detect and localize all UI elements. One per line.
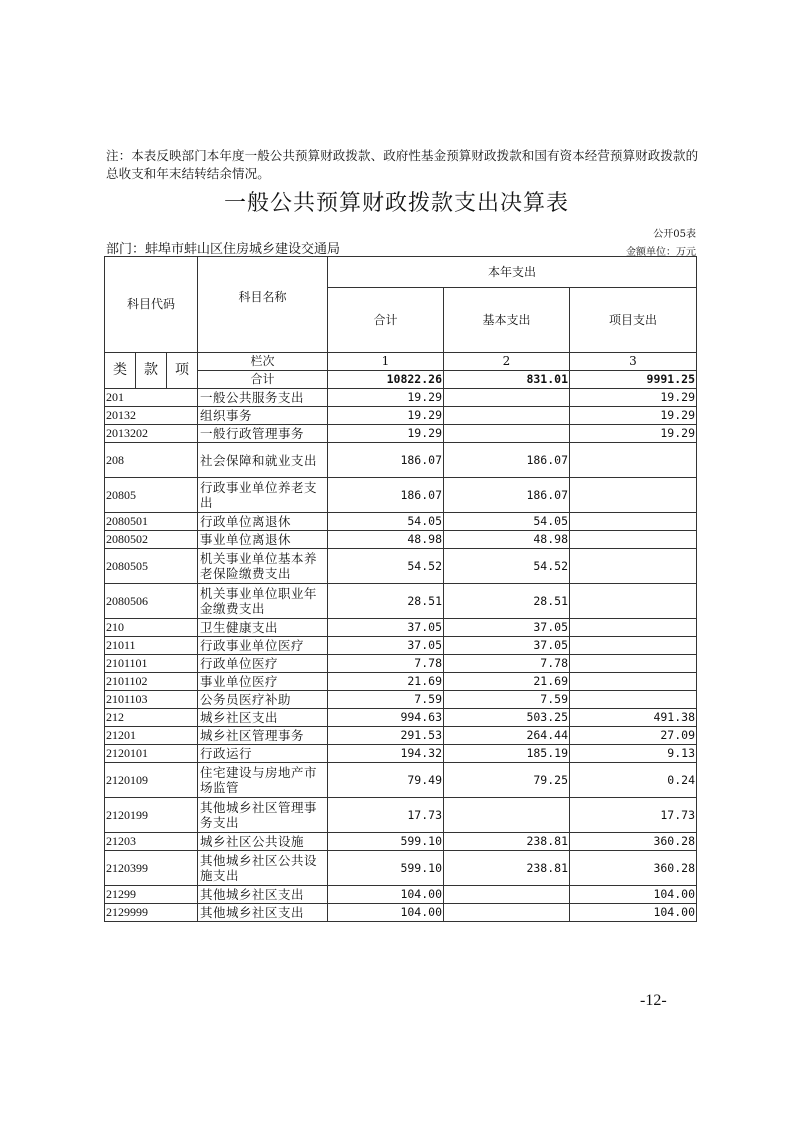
row-basic bbox=[444, 886, 570, 904]
header-total: 合计 bbox=[328, 288, 444, 353]
expenditure-table bbox=[104, 256, 697, 922]
header-lanci: 栏次 bbox=[198, 353, 328, 371]
row-name: 住宅建设与房地产市场监管 bbox=[198, 763, 328, 798]
table-row bbox=[105, 833, 697, 851]
row-code: 2080505 bbox=[105, 549, 198, 584]
row-total: 19.29 bbox=[328, 389, 444, 407]
row-name: 其他城乡社区管理事务支出 bbox=[198, 798, 328, 833]
row-project bbox=[570, 443, 697, 478]
header-xiang: 项 bbox=[167, 353, 198, 389]
row-project: 27.09 bbox=[570, 727, 697, 745]
row-project bbox=[570, 478, 697, 513]
row-code: 2120199 bbox=[105, 798, 198, 833]
row-basic: 48.98 bbox=[444, 531, 570, 549]
row-total: 186.07 bbox=[328, 443, 444, 478]
row-total: 19.29 bbox=[328, 407, 444, 425]
row-project: 19.29 bbox=[570, 407, 697, 425]
row-code: 2080502 bbox=[105, 531, 198, 549]
table-number: 公开05表 bbox=[653, 229, 696, 240]
row-name: 一般公共服务支出 bbox=[198, 389, 328, 407]
row-basic bbox=[444, 425, 570, 443]
header-row-1 bbox=[105, 257, 697, 288]
totals-project: 9991.25 bbox=[570, 371, 697, 389]
row-name: 社会保障和就业支出 bbox=[198, 443, 328, 478]
row-total: 54.52 bbox=[328, 549, 444, 584]
row-project: 360.28 bbox=[570, 851, 697, 886]
row-name: 一般行政管理事务 bbox=[198, 425, 328, 443]
table-row bbox=[105, 513, 697, 531]
table-row bbox=[105, 425, 697, 443]
row-code: 212 bbox=[105, 709, 198, 727]
row-project bbox=[570, 655, 697, 673]
row-total: 599.10 bbox=[328, 851, 444, 886]
header-code: 科目代码 bbox=[105, 257, 198, 353]
col-index-2: 2 bbox=[444, 353, 570, 371]
row-code: 2101103 bbox=[105, 691, 198, 709]
row-total: 28.51 bbox=[328, 584, 444, 619]
row-code: 208 bbox=[105, 443, 198, 478]
row-basic: 37.05 bbox=[444, 619, 570, 637]
row-total: 186.07 bbox=[328, 478, 444, 513]
row-total: 21.69 bbox=[328, 673, 444, 691]
row-name: 城乡社区管理事务 bbox=[198, 727, 328, 745]
row-code: 21011 bbox=[105, 637, 198, 655]
row-project bbox=[570, 549, 697, 584]
row-name: 事业单位离退休 bbox=[198, 531, 328, 549]
row-name: 机关事业单位职业年金缴费支出 bbox=[198, 584, 328, 619]
row-project bbox=[570, 637, 697, 655]
row-basic bbox=[444, 904, 570, 922]
table-row bbox=[105, 673, 697, 691]
table-row bbox=[105, 478, 697, 513]
row-total: 37.05 bbox=[328, 619, 444, 637]
table-note: 注：本表反映部门本年度一般公共预算财政拨款、政府性基金预算财政拨款和国有资本经营预算财政拨款的总收支和年末结转结余情况。 bbox=[106, 148, 699, 181]
row-basic: 28.51 bbox=[444, 584, 570, 619]
row-code: 2129999 bbox=[105, 904, 198, 922]
row-basic: 79.25 bbox=[444, 763, 570, 798]
row-name: 行政事业单位医疗 bbox=[198, 637, 328, 655]
row-total: 37.05 bbox=[328, 637, 444, 655]
row-total: 194.32 bbox=[328, 745, 444, 763]
row-code: 2013202 bbox=[105, 425, 198, 443]
row-total: 48.98 bbox=[328, 531, 444, 549]
row-basic: 186.07 bbox=[444, 443, 570, 478]
row-code: 21201 bbox=[105, 727, 198, 745]
row-name: 行政事业单位养老支出 bbox=[198, 478, 328, 513]
col-index-1: 1 bbox=[328, 353, 444, 371]
header-kuan: 款 bbox=[136, 353, 167, 389]
col-index-3: 3 bbox=[570, 353, 697, 371]
row-project: 9.13 bbox=[570, 745, 697, 763]
row-total: 104.00 bbox=[328, 904, 444, 922]
row-name: 其他城乡社区支出 bbox=[198, 904, 328, 922]
row-code: 201 bbox=[105, 389, 198, 407]
row-total: 599.10 bbox=[328, 833, 444, 851]
row-project: 17.73 bbox=[570, 798, 697, 833]
table-row bbox=[105, 655, 697, 673]
row-project bbox=[570, 513, 697, 531]
header-group: 本年支出 bbox=[328, 257, 697, 288]
row-basic: 238.81 bbox=[444, 851, 570, 886]
table-row bbox=[105, 745, 697, 763]
row-total: 54.05 bbox=[328, 513, 444, 531]
row-name: 其他城乡社区公共设施支出 bbox=[198, 851, 328, 886]
row-code: 2080501 bbox=[105, 513, 198, 531]
table-row bbox=[105, 709, 697, 727]
row-code: 2101101 bbox=[105, 655, 198, 673]
row-basic: 7.78 bbox=[444, 655, 570, 673]
row-basic: 238.81 bbox=[444, 833, 570, 851]
row-project: 19.29 bbox=[570, 425, 697, 443]
row-name: 事业单位医疗 bbox=[198, 673, 328, 691]
row-code: 2080506 bbox=[105, 584, 198, 619]
row-total: 7.78 bbox=[328, 655, 444, 673]
row-total: 79.49 bbox=[328, 763, 444, 798]
totals-label: 合计 bbox=[198, 371, 328, 389]
table-row bbox=[105, 637, 697, 655]
row-code: 210 bbox=[105, 619, 198, 637]
header-lei: 类 bbox=[105, 353, 136, 389]
row-name: 公务员医疗补助 bbox=[198, 691, 328, 709]
row-project bbox=[570, 531, 697, 549]
table-row bbox=[105, 584, 697, 619]
row-project: 491.38 bbox=[570, 709, 697, 727]
row-basic: 21.69 bbox=[444, 673, 570, 691]
row-total: 7.59 bbox=[328, 691, 444, 709]
row-total: 104.00 bbox=[328, 886, 444, 904]
row-basic: 185.19 bbox=[444, 745, 570, 763]
row-project: 104.00 bbox=[570, 904, 697, 922]
unit-label: 金额单位：万元 bbox=[626, 247, 696, 258]
table-row bbox=[105, 691, 697, 709]
row-name: 卫生健康支出 bbox=[198, 619, 328, 637]
row-project: 360.28 bbox=[570, 833, 697, 851]
row-basic: 54.52 bbox=[444, 549, 570, 584]
row-code: 21299 bbox=[105, 886, 198, 904]
header-project: 项目支出 bbox=[570, 288, 697, 353]
row-name: 城乡社区公共设施 bbox=[198, 833, 328, 851]
header-name: 科目名称 bbox=[198, 257, 328, 353]
row-basic: 37.05 bbox=[444, 637, 570, 655]
row-total: 291.53 bbox=[328, 727, 444, 745]
table-row bbox=[105, 727, 697, 745]
table-row bbox=[105, 531, 697, 549]
row-basic: 54.05 bbox=[444, 513, 570, 531]
totals-basic: 831.01 bbox=[444, 371, 570, 389]
row-total: 19.29 bbox=[328, 425, 444, 443]
table-row bbox=[105, 407, 697, 425]
row-total: 994.63 bbox=[328, 709, 444, 727]
table-row bbox=[105, 619, 697, 637]
table-row bbox=[105, 389, 697, 407]
row-name: 行政单位离退休 bbox=[198, 513, 328, 531]
row-basic bbox=[444, 798, 570, 833]
row-basic: 264.44 bbox=[444, 727, 570, 745]
table-row bbox=[105, 798, 697, 833]
table-row bbox=[105, 443, 697, 478]
row-project bbox=[570, 691, 697, 709]
table-row bbox=[105, 851, 697, 886]
header-basic: 基本支出 bbox=[444, 288, 570, 353]
row-name: 其他城乡社区支出 bbox=[198, 886, 328, 904]
department-label: 部门：蚌埠市蚌山区住房城乡建设交通局 bbox=[106, 242, 341, 257]
lanci-row bbox=[105, 353, 697, 371]
row-project bbox=[570, 673, 697, 691]
row-name: 组织事务 bbox=[198, 407, 328, 425]
row-project: 0.24 bbox=[570, 763, 697, 798]
row-basic: 186.07 bbox=[444, 478, 570, 513]
row-code: 2101102 bbox=[105, 673, 198, 691]
row-basic: 503.25 bbox=[444, 709, 570, 727]
row-code: 2120101 bbox=[105, 745, 198, 763]
row-name: 行政运行 bbox=[198, 745, 328, 763]
row-project: 104.00 bbox=[570, 886, 697, 904]
row-code: 2120399 bbox=[105, 851, 198, 886]
row-code: 2120109 bbox=[105, 763, 198, 798]
table-row bbox=[105, 886, 697, 904]
table-row bbox=[105, 549, 697, 584]
row-project: 19.29 bbox=[570, 389, 697, 407]
row-code: 21203 bbox=[105, 833, 198, 851]
row-name: 机关事业单位基本养老保险缴费支出 bbox=[198, 549, 328, 584]
row-project bbox=[570, 584, 697, 619]
page-title: 一般公共预算财政拨款支出决算表 bbox=[223, 191, 569, 216]
page-number: -12- bbox=[640, 992, 667, 1009]
row-basic bbox=[444, 389, 570, 407]
totals-total: 10822.26 bbox=[328, 371, 444, 389]
row-name: 城乡社区支出 bbox=[198, 709, 328, 727]
row-basic bbox=[444, 407, 570, 425]
row-basic: 7.59 bbox=[444, 691, 570, 709]
row-project bbox=[570, 619, 697, 637]
table-row bbox=[105, 904, 697, 922]
table-row bbox=[105, 763, 697, 798]
row-code: 20805 bbox=[105, 478, 198, 513]
row-total: 17.73 bbox=[328, 798, 444, 833]
row-name: 行政单位医疗 bbox=[198, 655, 328, 673]
row-code: 20132 bbox=[105, 407, 198, 425]
